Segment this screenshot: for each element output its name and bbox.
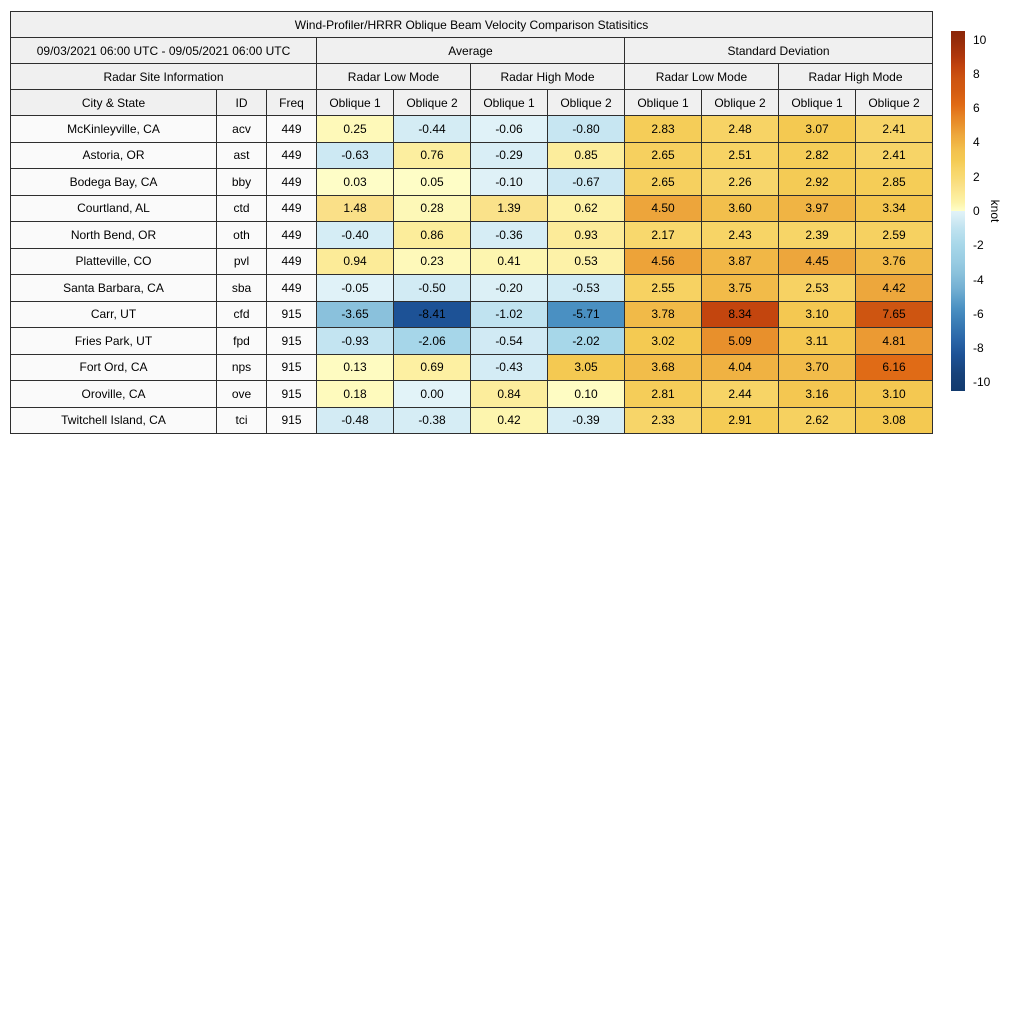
value-cell: -0.36 — [471, 222, 548, 249]
value-cell: 0.41 — [471, 248, 548, 275]
value-cell: 3.75 — [702, 275, 779, 302]
site-id-cell: cfd — [217, 301, 267, 328]
value-cell: 2.26 — [702, 169, 779, 196]
table-row — [11, 275, 933, 302]
value-cell: -0.48 — [317, 407, 394, 434]
value-cell: 2.92 — [779, 169, 856, 196]
avg-low-mode-header: Radar Low Mode — [317, 64, 471, 90]
table-row — [11, 328, 933, 355]
value-cell: 0.76 — [394, 142, 471, 169]
value-cell: 2.82 — [779, 142, 856, 169]
value-cell: 2.41 — [856, 116, 933, 143]
colorbar-tick-label: 0 — [973, 204, 980, 218]
city-state-cell: Bodega Bay, CA — [11, 169, 217, 196]
value-cell: 2.51 — [702, 142, 779, 169]
freq-cell: 449 — [267, 195, 317, 222]
value-cell: -0.63 — [317, 142, 394, 169]
freq-cell: 449 — [267, 248, 317, 275]
value-cell: 2.65 — [625, 169, 702, 196]
site-id-cell: sba — [217, 275, 267, 302]
value-cell: 0.00 — [394, 381, 471, 408]
value-cell: 4.45 — [779, 248, 856, 275]
city-state-cell: Carr, UT — [11, 301, 217, 328]
value-cell: 2.81 — [625, 381, 702, 408]
value-cell: 0.03 — [317, 169, 394, 196]
colorbar — [951, 31, 1024, 391]
value-cell: -0.43 — [471, 354, 548, 381]
colorbar-tick-label: 6 — [973, 101, 980, 116]
value-cell: 3.02 — [625, 328, 702, 355]
value-cell: -0.53 — [548, 275, 625, 302]
value-cell: 6.16 — [856, 354, 933, 381]
table-row — [11, 169, 933, 196]
freq-cell: 915 — [267, 407, 317, 434]
site-id-cell: ast — [217, 142, 267, 169]
value-cell: -5.71 — [548, 301, 625, 328]
value-cell: 2.91 — [702, 407, 779, 434]
value-cell: 0.85 — [548, 142, 625, 169]
oblique1-header: Oblique 1 — [471, 90, 548, 116]
value-cell: 0.28 — [394, 195, 471, 222]
site-id-cell: ctd — [217, 195, 267, 222]
city-state-header: City & State — [11, 90, 217, 116]
city-state-cell: North Bend, OR — [11, 222, 217, 249]
colorbar-tick-label: 8 — [973, 66, 980, 81]
value-cell: 3.97 — [779, 195, 856, 222]
freq-cell: 449 — [267, 142, 317, 169]
city-state-cell: Oroville, CA — [11, 381, 217, 408]
date-range: 09/03/2021 06:00 UTC - 09/05/2021 06:00 UTC — [11, 38, 317, 64]
freq-header: Freq — [267, 90, 317, 116]
value-cell: -2.02 — [548, 328, 625, 355]
site-id-cell: fpd — [217, 328, 267, 355]
value-cell: 2.62 — [779, 407, 856, 434]
value-cell: 3.07 — [779, 116, 856, 143]
freq-cell: 915 — [267, 381, 317, 408]
value-cell: -0.29 — [471, 142, 548, 169]
site-id-cell: ove — [217, 381, 267, 408]
value-cell: -8.41 — [394, 301, 471, 328]
value-cell: 5.09 — [702, 328, 779, 355]
table-row — [11, 142, 933, 169]
value-cell: -1.02 — [471, 301, 548, 328]
freq-cell: 449 — [267, 169, 317, 196]
value-cell: 0.84 — [471, 381, 548, 408]
group-standard-deviation: Standard Deviation — [625, 38, 933, 64]
value-cell: 0.05 — [394, 169, 471, 196]
value-cell: 2.39 — [779, 222, 856, 249]
colorbar-tick-label: -6 — [973, 306, 984, 321]
value-cell: 4.42 — [856, 275, 933, 302]
city-state-cell: Fort Ord, CA — [11, 354, 217, 381]
city-state-cell: McKinleyville, CA — [11, 116, 217, 143]
table-title: Wind-Profiler/HRRR Oblique Beam Velocity Comparison Statisitics — [11, 12, 933, 38]
value-cell: 0.86 — [394, 222, 471, 249]
colorbar-unit-label: knot — [988, 199, 1002, 223]
value-cell: 3.78 — [625, 301, 702, 328]
value-cell: 2.85 — [856, 169, 933, 196]
radar-site-information-header: Radar Site Information — [11, 64, 317, 90]
colorbar-tick-label: 10 — [973, 32, 987, 47]
std-low-mode-header: Radar Low Mode — [625, 64, 779, 90]
oblique1-header: Oblique 1 — [317, 90, 394, 116]
value-cell: -0.44 — [394, 116, 471, 143]
value-cell: 4.56 — [625, 248, 702, 275]
value-cell: 3.87 — [702, 248, 779, 275]
colorbar-tick-label: -8 — [973, 341, 984, 356]
colorbar-tick-label: 2 — [973, 169, 980, 184]
group-header-row — [11, 38, 933, 64]
value-cell: 0.10 — [548, 381, 625, 408]
oblique2-header: Oblique 2 — [702, 90, 779, 116]
value-cell: 0.69 — [394, 354, 471, 381]
value-cell: 3.11 — [779, 328, 856, 355]
table-row — [11, 381, 933, 408]
value-cell: 3.60 — [702, 195, 779, 222]
oblique2-header: Oblique 2 — [394, 90, 471, 116]
freq-cell: 449 — [267, 275, 317, 302]
city-state-cell: Courtland, AL — [11, 195, 217, 222]
value-cell: 8.34 — [702, 301, 779, 328]
value-cell: -0.50 — [394, 275, 471, 302]
value-cell: 4.04 — [702, 354, 779, 381]
oblique1-header: Oblique 1 — [625, 90, 702, 116]
value-cell: 2.44 — [702, 381, 779, 408]
site-id-cell: pvl — [217, 248, 267, 275]
value-cell: -3.65 — [317, 301, 394, 328]
value-cell: 2.48 — [702, 116, 779, 143]
value-cell: -0.40 — [317, 222, 394, 249]
value-cell: -0.67 — [548, 169, 625, 196]
city-state-cell: Astoria, OR — [11, 142, 217, 169]
table-row — [11, 222, 933, 249]
colorbar-gradient — [951, 31, 965, 391]
site-id-cell: oth — [217, 222, 267, 249]
colorbar-tick-label: -4 — [973, 272, 984, 287]
colorbar-tick-label: -2 — [973, 238, 984, 253]
value-cell: 0.62 — [548, 195, 625, 222]
value-cell: 0.25 — [317, 116, 394, 143]
id-header: ID — [217, 90, 267, 116]
value-cell: 0.13 — [317, 354, 394, 381]
value-cell: 2.33 — [625, 407, 702, 434]
table-row — [11, 116, 933, 143]
value-cell: 0.53 — [548, 248, 625, 275]
table-row — [11, 354, 933, 381]
value-cell: 3.08 — [856, 407, 933, 434]
value-cell: -0.54 — [471, 328, 548, 355]
value-cell: 1.39 — [471, 195, 548, 222]
value-cell: 3.10 — [856, 381, 933, 408]
freq-cell: 915 — [267, 301, 317, 328]
value-cell: 0.23 — [394, 248, 471, 275]
value-cell: 3.16 — [779, 381, 856, 408]
value-cell: -0.93 — [317, 328, 394, 355]
value-cell: -0.10 — [471, 169, 548, 196]
value-cell: 3.70 — [779, 354, 856, 381]
value-cell: 1.48 — [317, 195, 394, 222]
value-cell: 2.83 — [625, 116, 702, 143]
value-cell: 2.55 — [625, 275, 702, 302]
value-cell: -2.06 — [394, 328, 471, 355]
freq-cell: 915 — [267, 328, 317, 355]
value-cell: 2.17 — [625, 222, 702, 249]
avg-high-mode-header: Radar High Mode — [471, 64, 625, 90]
freq-cell: 915 — [267, 354, 317, 381]
value-cell: 4.50 — [625, 195, 702, 222]
table-row — [11, 248, 933, 275]
oblique2-header: Oblique 2 — [856, 90, 933, 116]
value-cell: 2.41 — [856, 142, 933, 169]
value-cell: -0.38 — [394, 407, 471, 434]
stats-table — [10, 11, 933, 434]
value-cell: 0.18 — [317, 381, 394, 408]
group-average: Average — [317, 38, 625, 64]
mode-header-row — [11, 64, 933, 90]
city-state-cell: Santa Barbara, CA — [11, 275, 217, 302]
value-cell: 0.42 — [471, 407, 548, 434]
colorbar-tick-label: -10 — [973, 375, 991, 390]
value-cell: 7.65 — [856, 301, 933, 328]
site-id-cell: tci — [217, 407, 267, 434]
value-cell: 4.81 — [856, 328, 933, 355]
title-row — [11, 12, 933, 38]
value-cell: 2.65 — [625, 142, 702, 169]
city-state-cell: Twitchell Island, CA — [11, 407, 217, 434]
value-cell: -0.06 — [471, 116, 548, 143]
freq-cell: 449 — [267, 222, 317, 249]
city-state-cell: Fries Park, UT — [11, 328, 217, 355]
value-cell: 0.94 — [317, 248, 394, 275]
value-cell: 3.68 — [625, 354, 702, 381]
std-high-mode-header: Radar High Mode — [779, 64, 933, 90]
value-cell: -0.80 — [548, 116, 625, 143]
value-cell: -0.05 — [317, 275, 394, 302]
oblique1-header: Oblique 1 — [779, 90, 856, 116]
colorbar-tick-label: 4 — [973, 135, 980, 150]
value-cell: -0.39 — [548, 407, 625, 434]
table-row — [11, 301, 933, 328]
value-cell: 2.59 — [856, 222, 933, 249]
column-header-row — [11, 90, 933, 116]
site-id-cell: acv — [217, 116, 267, 143]
value-cell: 3.76 — [856, 248, 933, 275]
value-cell: 2.53 — [779, 275, 856, 302]
site-id-cell: nps — [217, 354, 267, 381]
value-cell: 3.05 — [548, 354, 625, 381]
site-id-cell: bby — [217, 169, 267, 196]
table-row — [11, 195, 933, 222]
value-cell: 2.43 — [702, 222, 779, 249]
value-cell: 0.93 — [548, 222, 625, 249]
freq-cell: 449 — [267, 116, 317, 143]
value-cell: -0.20 — [471, 275, 548, 302]
table-row — [11, 407, 933, 434]
value-cell: 3.10 — [779, 301, 856, 328]
value-cell: 3.34 — [856, 195, 933, 222]
city-state-cell: Platteville, CO — [11, 248, 217, 275]
oblique2-header: Oblique 2 — [548, 90, 625, 116]
